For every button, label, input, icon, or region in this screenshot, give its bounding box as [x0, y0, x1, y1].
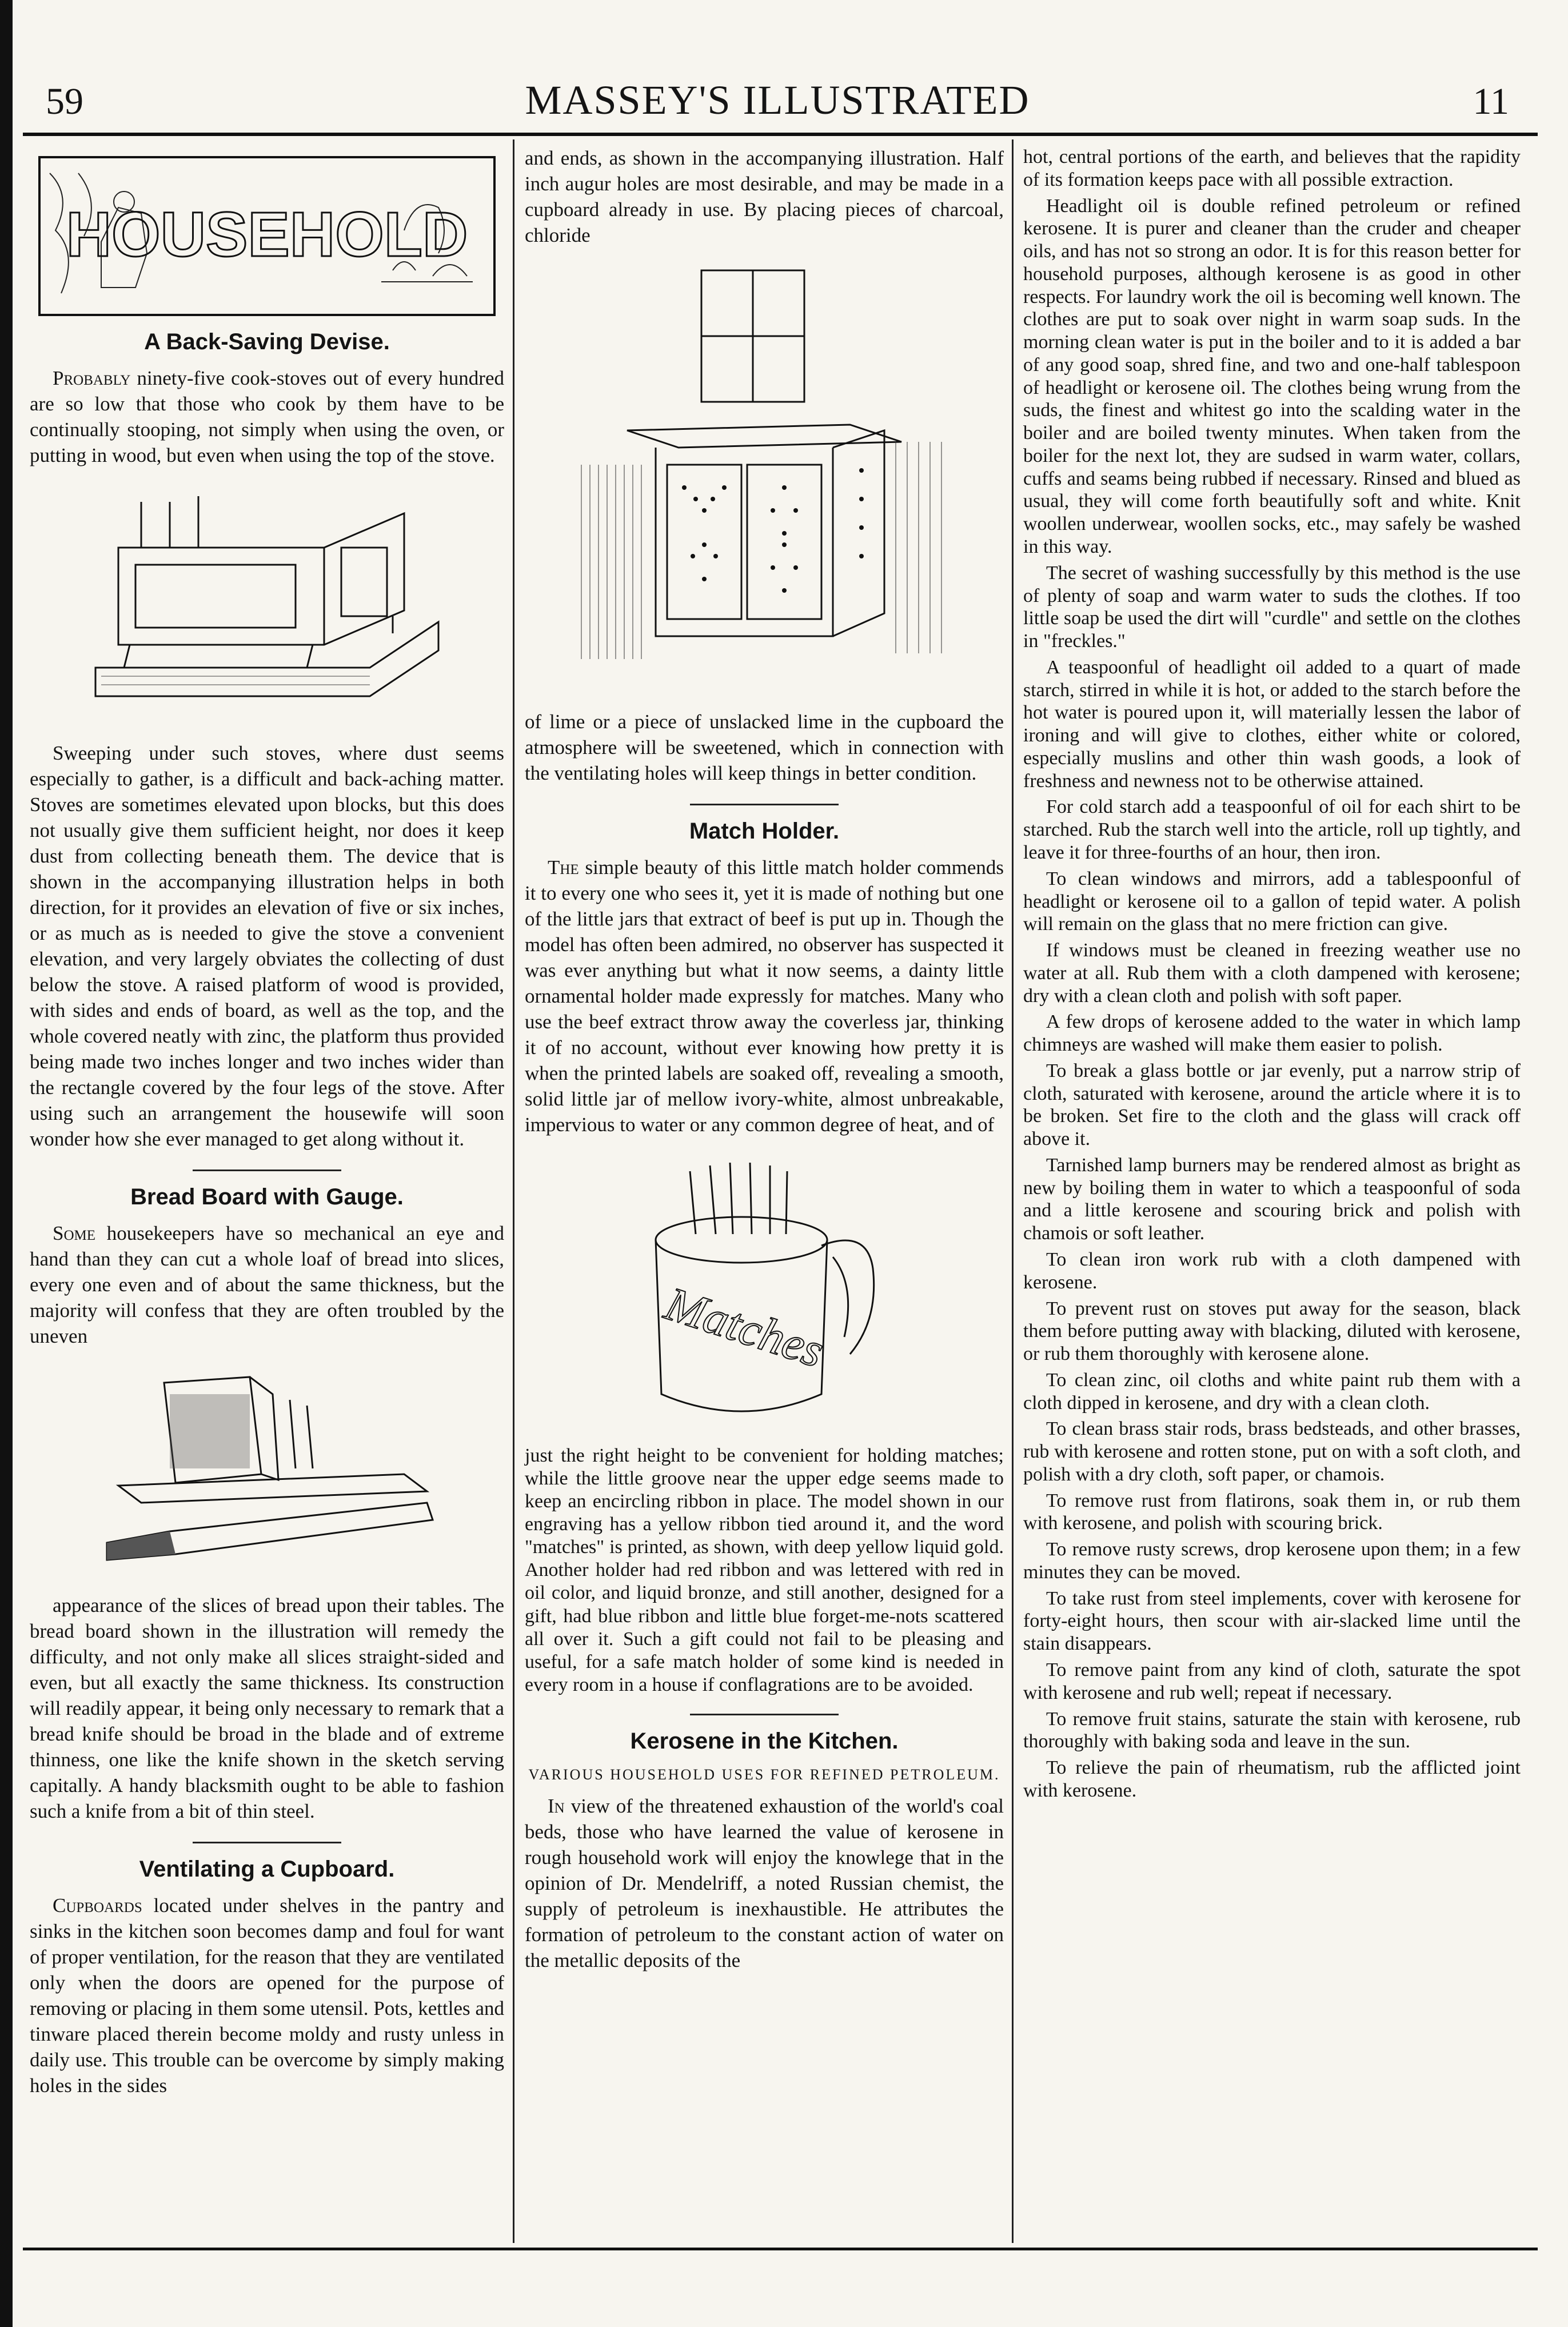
article-paragraph: Cupboards located under shelves in the pantry and sinks in the kitchen soon becomes damp and foul for want of proper ventilation, for the reason that they are ventilated only when the doors are opened for the purpose of removing or placing in them some utensil. Pots, kettles and tinware placed therein become moldy and rusty unless in daily use. This trouble can be overcome by simply making holes in the sides	[30, 1894, 504, 2097]
article-paragraph: Sweeping under such stoves, where dust seems especially to gather, is a difficult and back-aching matter. Stoves are sometimes elevated upon blocks, but this does not usually give them sufficient height, nor does it keep dust from collecting beneath them. The device that is shown in the accompanying illustration helps in both direction, for it provides an elevation of five or six inches, or as much as is needed to give the stove a convenient elevation, and very largely obviates the collecting of dust below the stove. A raised platform of wood is provided, with sides and ends of board, as well as the top, and the whole covered neatly with zinc, the platform thus provided being made two inches longer and two inches wider than the rectangle covered by the four legs of the stove. After using such an arrangement the housewife will soon wonder how she ever managed to get along without it.	[30, 742, 504, 1150]
article-title-bread-board: Bread Board with Gauge.	[130, 1184, 404, 1210]
article-paragraph: Headlight oil is double refined petroleum or refined kerosene. It is purer and cleaner than the cruder and cheaper oils, and has not so strong an odor. It is for this reason better for household purposes, although kerosene is as good in other respects. For laundry work the oil is becoming well known. The clothes are put to soak over night in warm soap suds. In the morning clean water is put in the boiler and to it is added a bar of any good soap, shred fine, and two and one-half tablespoon of headlight or kerosene oil. The clothes being wrung from the suds, the finest and whitest go into the scalding water in the boiler and are boiled twenty minutes. When taken from the boiler for the next lot, they are sudsed in warm water, collars, cuffs and seams being rubbed if necessary. Rinsed and blued as usual, they will come forth beautifully soft and white. Knit woollen underwear, woollen socks, etc., may safely be washed in this way.	[1023, 195, 1521, 558]
article-paragraph: In view of the threatened exhaustion of the world's coal beds, those who have learned the value of kerosene in rough household work will enjoy the knowlege that in the opinion of Dr. Mendelriff, a noted Russian chemist, the supply of petroleum is inexhaustible. He attributes the formation of petroleum to the constant action of water on the metallic deposits of the	[525, 1794, 1004, 1971]
article-paragraph: of lime or a piece of unslacked lime in the cupboard the atmosphere will be sweetened, which in connection with the ventilating holes will keep things in better condition.	[525, 710, 1004, 784]
bread-board-illustration	[84, 1360, 450, 1583]
cupboard-illustration	[564, 259, 964, 699]
article-title-match-holder: Match Holder.	[689, 818, 840, 844]
match-holder-illustration	[604, 1148, 924, 1434]
section-divider	[690, 1714, 839, 1715]
article-paragraph: The simple beauty of this little match holder commends it to every one who sees it, yet it is made of nothing but one of the little jars that extract of beef is put up in. Though the model has often been admired, no observer has suspected it was ever anything but what it now seems, a dainty little ornamental holder made expressly for matches. Many who use the beef extract throw away the coverless jar, thinking it of no account, without ever knowing how pretty it is when the printed labels are soaked off, revealing a smooth, solid little jar of mellow ivory-white, almost unbreakable, impervious to water or any common degree of heat, and of	[525, 856, 1004, 1136]
article-title-ventilating-cupboard: Ventilating a Cupboard.	[139, 1856, 395, 1882]
article-paragraph: To clean windows and mirrors, add a tablespoonful of headlight or kerosene oil to a gallon of tepid water. A polish will remain on the glass that no mere friction can give.	[1023, 868, 1521, 935]
stove-illustration	[73, 479, 461, 731]
article-paragraph: Tarnished lamp burners may be rendered almost as bright as new by boiling them in water to which a teaspoonful of soda and a little kerosene and scouring brick and polish with chamois or soft leather.	[1023, 1154, 1521, 1244]
article-paragraph: hot, central portions of the earth, and believes that the rapidity of its formation keeps pace with all possible extraction.	[1023, 146, 1521, 190]
article-paragraph: To clean brass stair rods, brass bedsteads, and other brasses, rub with kerosene and rotten stone, put on with a soft cloth, and polish with a dry cloth, soft paper, or chamois.	[1023, 1418, 1521, 1485]
footer-rule	[23, 2248, 1538, 2250]
article-paragraph: To remove rust from flatirons, soak them in, or rub them with kerosene, and polish with scouring brick.	[1023, 1490, 1521, 1534]
article-paragraph: Some housekeepers have so mechanical an eye and hand than they can cut a whole loaf of bread into slices, every one even and of about the same thickness, but the majority will confess that they are often troubled by the uneven	[30, 1222, 504, 1348]
page-number-left: 59	[46, 81, 83, 122]
article-paragraph: Probably ninety-five cook-stoves out of every hundred are so low that those who cook by them have to be continually stooping, not simply when using the oven, or putting in wood, but even when using the top of the stove.	[30, 367, 504, 467]
article-paragraph: A few drops of kerosene added to the water in which lamp chimneys are washed will make them easier to polish.	[1023, 1011, 1521, 1056]
article-paragraph: To remove rusty screws, drop kerosene upon them; in a few minutes they can be moved.	[1023, 1539, 1521, 1583]
article-title-back-saving: A Back-Saving Devise.	[144, 329, 390, 354]
article-paragraph: To clean iron work rub with a cloth dampened with kerosene.	[1023, 1248, 1521, 1293]
section-divider	[193, 1170, 341, 1171]
column-1	[30, 146, 504, 2102]
header-rule	[23, 133, 1538, 136]
household-banner	[38, 156, 496, 316]
column-rule-1	[513, 139, 514, 2243]
jar-label: Matches	[659, 1276, 831, 1378]
article-paragraph: just the right height to be convenient for holding matches; while the little groove near the upper edge seems made to keep an encircling ribbon in place. The model shown in our engraving has a yellow ribbon tied around it, and the word "matches" is printed, as shown, with deep yellow liquid gold. Another holder had red ribbon and was lettered with red in oil color, and liquid bronze, and still another, designed for a gift, had blue ribbon and little blue forget-me-nots scattered all over it. Such a gift could not fail to be pleasing and useful, for a safe match holder of some kind is needed in every room in a house if conflagrations are to be avoided.	[525, 1444, 1004, 1695]
section-divider	[690, 804, 839, 805]
article-paragraph: To relieve the pain of rheumatism, rub the afflicted joint with kerosene.	[1023, 1757, 1521, 1801]
column-3	[1023, 146, 1521, 1806]
page-title: MASSEY'S ILLUSTRATED	[525, 77, 1030, 123]
column-2	[525, 146, 1004, 1977]
column-rule-2	[1012, 139, 1014, 2243]
page-number-right: 11	[1473, 81, 1509, 122]
article-title-kerosene: Kerosene in the Kitchen.	[630, 1729, 899, 1754]
section-divider	[193, 1842, 341, 1843]
article-paragraph: To remove paint from any kind of cloth, saturate the spot with kerosene and rub well; repeat if necessary.	[1023, 1659, 1521, 1703]
article-paragraph: To remove fruit stains, saturate the stain with kerosene, rub thoroughly with baking soda and leave in the sun.	[1023, 1708, 1521, 1753]
article-paragraph: To prevent rust on stoves put away for the season, black them before putting away with blacking, diluted with kerosene, or rub them thoroughly with kerosene alone.	[1023, 1298, 1521, 1365]
article-paragraph: and ends, as shown in the accompanying illustration. Half inch augur holes are most desirable, and may be made in a cupboard already in use. By placing pieces of charcoal, chloride	[525, 147, 1004, 246]
article-paragraph: For cold starch add a teaspoonful of oil for each shirt to be starched. Rub the starch well into the article, roll up tightly, and leave it for three-fourths of an hour, then iron.	[1023, 796, 1521, 863]
article-paragraph: To clean zinc, oil cloths and white paint rub them with a cloth dipped in kerosene, and dry with a clean cloth.	[1023, 1369, 1521, 1414]
binding-edge	[0, 0, 13, 2327]
article-paragraph: If windows must be cleaned in freezing weather use no water at all. Rub them with a cloth dampened with kerosene; dry with a clean cloth and polish with soft paper.	[1023, 940, 1521, 1007]
article-paragraph: The secret of washing successfully by this method is the use of plenty of soap and warm water to suds the clothes. If too little soap be used the dirt will "curdle" and settle on the clothes in "freckles."	[1023, 562, 1521, 652]
article-paragraph: To break a glass bottle or jar evenly, put a narrow strip of cloth, saturated with kerosene, around the article where it is to be broken. Set fire to the cloth and the glass will crack off above it.	[1023, 1060, 1521, 1150]
article-paragraph: A teaspoonful of headlight oil added to a quart of made starch, stirred in while it is hot, or added to the starch before the hot water is poured upon it, will materially lessen the labor of ironing and will give to clothes, either white or colored, especially muslins and other thin wash goods, a look of freshness and newness not to be otherwise attained.	[1023, 656, 1521, 792]
article-paragraph: appearance of the slices of bread upon their tables. The bread board shown in the illustration will remedy the difficulty, and not only make all slices straight-sided and even, but all exactly the same thickness. Its construction will readily appear, it being only necessary to remark that a bread knife should be broad in the blade and of extreme thinness, one like the knife shown in the sketch serving capitally. A handy blacksmith ought to be able to fashion such a knife from a bit of thin steel.	[30, 1594, 504, 1822]
article-subtitle: VARIOUS HOUSEHOLD USES FOR REFINED PETROLEUM.	[528, 1766, 1000, 1783]
banner-title: HOUSEHOLD	[66, 199, 468, 270]
article-paragraph: To take rust from steel implements, cover with kerosene for forty-eight hours, then scour with air-slacked lime until the stain disappears.	[1023, 1587, 1521, 1655]
page-header	[23, 69, 1532, 131]
